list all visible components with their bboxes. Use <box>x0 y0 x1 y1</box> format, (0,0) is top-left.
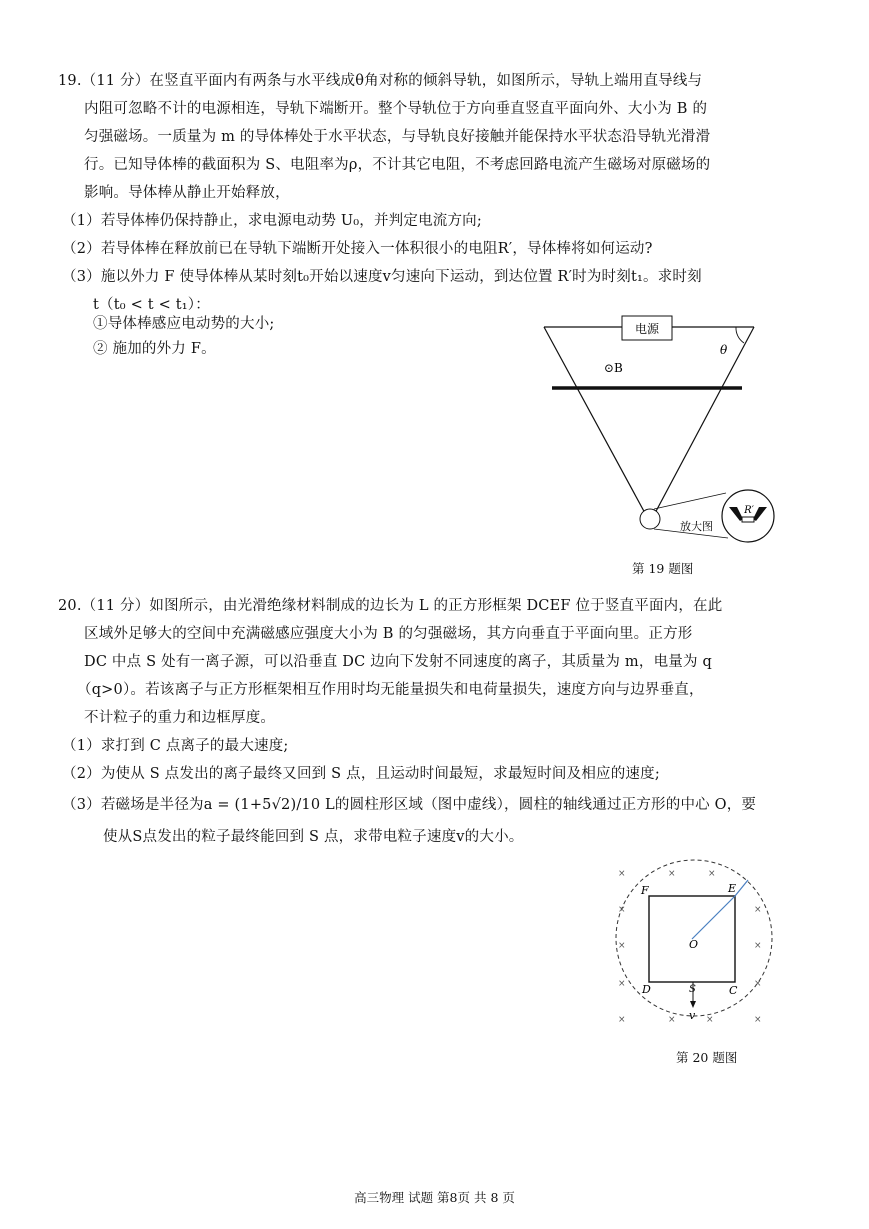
left-rail <box>544 327 646 515</box>
q20-line-1: 20.（11 分）如图所示，由光滑绝缘材料制成的边长为 L 的正方形框架 DCEF 位于竖直平面内，在此 <box>58 598 723 614</box>
figure-20-caption: 第 20 题图 <box>676 1050 738 1065</box>
cross-11: × <box>668 1015 676 1025</box>
label-F: F <box>641 884 649 897</box>
angle-label: θ <box>720 343 728 357</box>
q19-line-5: 影响。导体棒从静止开始释放， <box>84 185 290 201</box>
zoom-detail-circle <box>722 490 774 542</box>
q19-line-1: 19.（11 分）在竖直平面内有两条与水平线成θ角对称的倾斜导轨，如图所示，导轨上端用直导线与 <box>58 73 703 89</box>
cross-7: × <box>754 941 762 951</box>
q19-sub-2: ② 施加的外力 F。 <box>93 341 216 357</box>
cross-4: × <box>618 905 626 915</box>
cross-3: × <box>708 869 716 879</box>
cross-2: × <box>668 869 676 879</box>
label-S: S <box>689 984 696 995</box>
right-rail <box>654 327 754 515</box>
cross-9: × <box>754 979 762 989</box>
q20-part-1: （1）求打到 C 点离子的最大速度; <box>62 738 289 754</box>
velocity-arrowhead <box>690 1001 696 1008</box>
cross-13: × <box>754 1015 762 1025</box>
power-source-label: 电源 <box>634 322 660 336</box>
zoom-source-circle <box>640 509 660 529</box>
cross-1: × <box>618 869 626 879</box>
cross-6: × <box>618 941 626 951</box>
label-D: D <box>642 983 651 996</box>
q20-part-2: （2）为使从 S 点发出的离子最终又回到 S 点，且运动时间最短，求最短时间及相应的速度; <box>62 766 660 782</box>
field-label: ⊙B <box>604 361 623 375</box>
q20-line-4: （q>0）。若该离子与正方形框架相互作用时均无能量损失和电荷量损失，速度方向与边界垂直， <box>77 682 704 698</box>
radius-line-inner <box>692 896 735 939</box>
q19-line-2: 内阻可忽略不计的电源相连，导轨下端断开。整个导轨位于方向垂直竖直平面向外、大小为 B 的 <box>84 101 708 117</box>
q20-line-5: 不计粒子的重力和边框厚度。 <box>84 710 276 726</box>
q19-sub-1: ①导体棒感应电动势的大小; <box>93 316 275 332</box>
label-O: O <box>689 938 699 951</box>
q19-part-3: （3）施以外力 F 使导体棒从某时刻t₀开始以速度v匀速向下运动，到达位置 R′时为时刻t₁。求时刻 <box>62 269 702 285</box>
cross-8: × <box>618 979 626 989</box>
q20-line-2: 区域外足够大的空间中充满磁感应强度大小为 B 的匀强磁场，其方向垂直于平面向里。正方形 <box>84 626 693 642</box>
label-E: E <box>728 882 737 895</box>
label-v: v <box>689 1009 696 1022</box>
zoom-label: 放大图 <box>680 520 713 533</box>
radius-line-outer <box>735 880 748 896</box>
q19-part-3-time: t（t₀ < t < t₁）： <box>93 297 210 313</box>
q20-line-3: DC 中点 S 处有一离子源，可以沿垂直 DC 边向下发射不同速度的离子，其质量为 m，电量为 q <box>84 654 712 670</box>
q19-line-3: 匀强磁场。一质量为 m 的导体棒处于水平状态，与导轨良好接触并能保持水平状态沿导轨光滑滑 <box>84 129 711 145</box>
figure-19-caption: 第 19 题图 <box>632 561 694 576</box>
q20-part-3: （3）若磁场是半径为a = (1+5√2)/10 L的圆柱形区域（图中虚线），圆柱的轴线通过正方形的中心 O，要 <box>62 797 757 813</box>
zoom-resistor <box>742 517 754 522</box>
page-footer: 高三物理 试题 第8页 共 8 页 <box>354 1190 515 1205</box>
figure-19 <box>530 300 790 550</box>
q20-part-3-cont: 使从S点发出的粒子最终能回到 S 点，求带电粒子速度v的大小。 <box>103 829 524 845</box>
q19-part-1: （1）若导体棒仍保持静止，求电源电动势 U₀，并判定电流方向; <box>62 213 482 229</box>
q19-line-4: 行。已知导体棒的截面积为 S、电阻率为ρ，不计其它电阻，不考虑回路电流产生磁场对原磁场的 <box>84 157 711 173</box>
angle-arc <box>736 327 744 343</box>
q19-part-2: （2）若导体棒在释放前已在导轨下端断开处接入一体积很小的电阻R′，导体棒将如何运动? <box>62 241 653 257</box>
resistor-label: R′ <box>744 505 754 516</box>
label-C: C <box>729 984 738 997</box>
cross-5: × <box>754 905 762 915</box>
cross-10: × <box>618 1015 626 1025</box>
figure-20 <box>608 850 783 1030</box>
cross-12: × <box>706 1015 714 1025</box>
